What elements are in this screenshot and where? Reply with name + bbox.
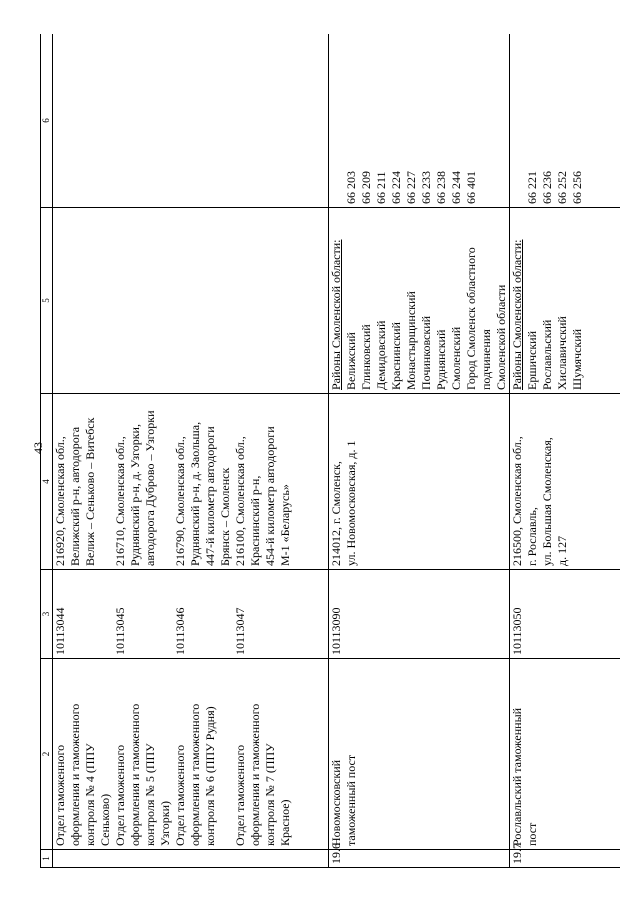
region-item: Демидовский — [374, 320, 388, 390]
region-item: Руднянский — [434, 329, 448, 390]
region-item: Город Смоленск областного подчинения — [464, 247, 493, 390]
subdivision-name-cell — [510, 659, 621, 850]
header-cell: 2 — [41, 659, 53, 850]
subdivision-code: 10113045 — [113, 607, 127, 655]
code-cell — [329, 570, 510, 659]
regions-heading: Районы Смоленской области: — [329, 239, 343, 390]
subdivision-code: 10113050 — [510, 607, 524, 655]
okato-spacer — [510, 37, 525, 204]
header-cell: 3 — [41, 570, 53, 659]
okato-code: 66 236 — [540, 171, 554, 204]
okato-code: 66 252 — [555, 171, 569, 204]
address: 216710, Смоленская обл., Руднянский р-н, д. Узгорки, автодорога Дуброво – Узгорки — [113, 410, 157, 566]
regions-cell — [53, 208, 329, 394]
subdivision-name: Рославльский таможенный пост — [510, 707, 539, 846]
okato-code: 66 203 — [344, 171, 358, 204]
region-item: Глинковский — [359, 324, 373, 390]
okato-code: 66 238 — [434, 171, 448, 204]
subdivision-code: 10113046 — [173, 607, 187, 655]
okato-code: 66 211 — [374, 171, 388, 204]
row-number: 19.7 — [510, 850, 621, 868]
okato-code: 66 227 — [404, 171, 418, 204]
table-row — [329, 34, 510, 868]
okato-code: 66 401 — [464, 171, 478, 204]
table-row — [53, 34, 329, 868]
customs-table — [40, 34, 620, 868]
regions-heading: Районы Смоленской области: — [510, 239, 524, 390]
region-item: Ершичский — [525, 330, 539, 390]
region-item: Смоленской области — [494, 284, 508, 390]
header-cell: 4 — [41, 394, 53, 570]
subdivision-code: 10113047 — [233, 607, 247, 655]
table-row — [510, 34, 621, 868]
row-number — [53, 850, 329, 868]
okato-code: 66 233 — [419, 171, 433, 204]
okato-spacer — [329, 37, 344, 204]
header-cell: 6 — [41, 34, 53, 208]
regions-cell — [329, 208, 510, 394]
subdivision-name: Отдел таможенного оформления и таможенного контроля № 6 (ППУ Рудня) — [173, 703, 217, 846]
region-item: Рославльский — [540, 319, 554, 390]
okato-code: 66 224 — [389, 171, 403, 204]
okato-cell — [329, 34, 510, 208]
subdivision-name: Новомосковский таможенный пост — [329, 754, 358, 846]
okato-cell — [510, 34, 621, 208]
row-number: 19.6 — [329, 850, 510, 868]
region-item: Краснинский — [389, 322, 403, 390]
subdivision-code: 10113044 — [53, 607, 67, 655]
region-item: Велижский — [344, 332, 358, 390]
okato-code: 66 244 — [449, 171, 463, 204]
address: 216100, Смоленская обл., Краснинский р-н, 454-й километр автодороги М-1 «Беларусь» — [233, 426, 292, 566]
code-cell — [510, 570, 621, 659]
region-item: Смоленский — [449, 326, 463, 390]
address-cell — [329, 394, 510, 570]
okato-code: 66 256 — [570, 171, 584, 204]
address: 216790, Смоленская обл., Руднянский р-н, д. Заольша, 447-й километр автодороги Брянск – Смоленск — [173, 421, 232, 566]
subdivision-code: 10113090 — [329, 607, 343, 655]
subdivision-name: Отдел таможенного оформления и таможенного контроля № 7 (ППУ Красное) — [233, 703, 292, 846]
region-item: Починковский — [419, 315, 433, 390]
address: 216920, Смоленская обл., Велижский р-н, автодорога Велиж – Сеньково – Витебск — [53, 417, 97, 566]
okato-code: 66 209 — [359, 171, 373, 204]
regions-cell — [510, 208, 621, 394]
code-cell — [53, 570, 329, 659]
address-cell — [53, 394, 329, 570]
region-item: Хиславичский — [555, 316, 569, 390]
subdivision-name-cell — [329, 659, 510, 850]
region-item: Шумячский — [570, 328, 584, 390]
page-number: 43 — [31, 442, 45, 454]
rotated-table-container — [40, 34, 620, 868]
subdivision-name: Отдел таможенного оформления и таможенного контроля № 5 (ППУ Узгорки) — [113, 703, 172, 846]
rotated-page — [40, 34, 620, 868]
header-row — [41, 34, 53, 868]
subdivision-name: Отдел таможенного оформления и таможенного контроля № 4 (ППУ Сеньково) — [53, 703, 112, 846]
region-item: Монастырщинский — [404, 291, 418, 390]
address: 216500, Смоленская обл., г. Рославль, ул. Большая Смоленская, д. 127 — [510, 436, 569, 566]
okato-cell — [53, 34, 329, 208]
header-cell: 1 — [41, 850, 53, 868]
address-cell — [510, 394, 621, 570]
header-cell: 5 — [41, 208, 53, 394]
subdivision-name-cell — [53, 659, 329, 850]
address: 214012, г. Смоленск, ул. Новомосковская, д. 1 — [329, 440, 358, 566]
okato-code: 66 221 — [525, 171, 539, 204]
